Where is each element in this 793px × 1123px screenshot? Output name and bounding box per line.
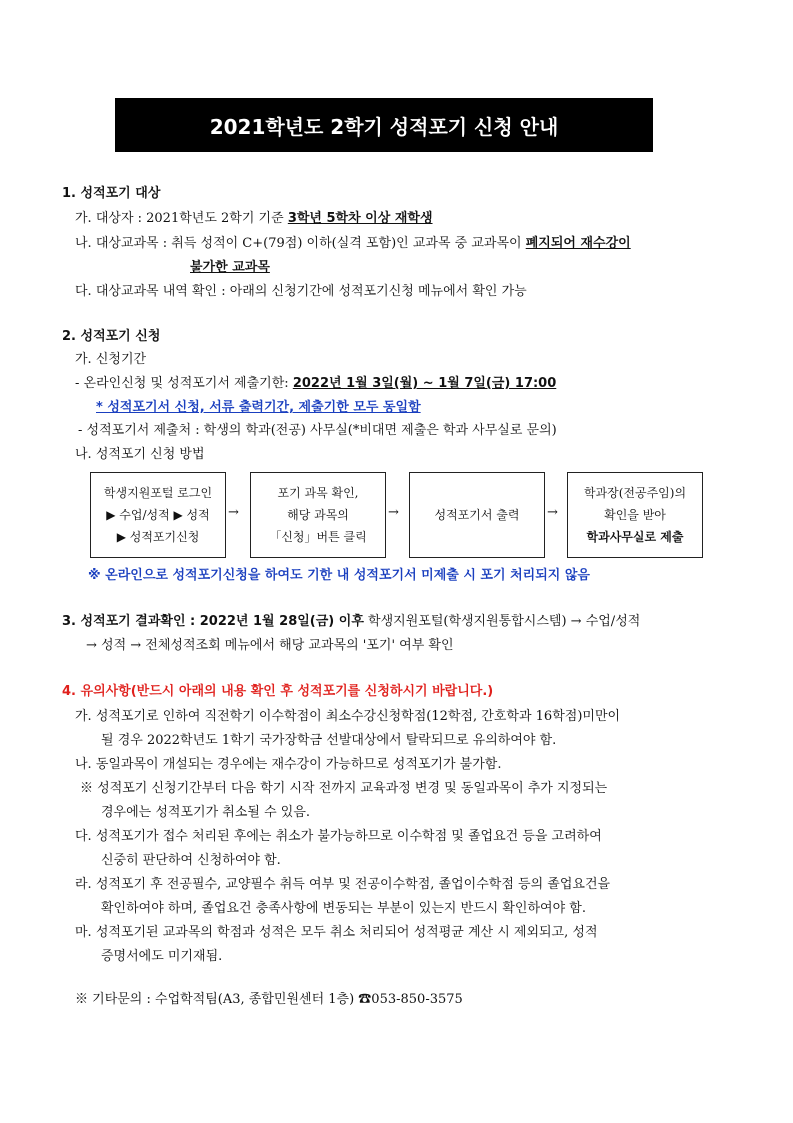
section4-item-d: 라. 성적포기 후 전공필수, 교양필수 취득 여부 및 전공이수학점, 졸업이수학점 등의 졸업요건을	[75, 877, 611, 892]
section4-note: ※ 성적포기 신청기간부터 다음 학기 시작 전까지 교육과정 변경 및 동일과목이 추가 지정되는	[80, 781, 608, 796]
section2-item-b: 나. 성적포기 신청 방법	[75, 447, 205, 462]
section3-cont: → 성적 → 전체성적조회 메뉴에서 해당 교과목의 '포기' 여부 확인	[86, 638, 454, 653]
section1-item-c: 다. 대상교과목 내역 확인 : 아래의 신청기간에 성적포기신청 메뉴에서 확인 가능	[75, 284, 527, 299]
flow-arrow: →	[547, 505, 558, 520]
section4-item-a: 가. 성적포기로 인하여 직전학기 이수학점이 최소수강신청학점(12학점, 간호학과 16학점)미만이	[75, 709, 621, 724]
flow-arrow: →	[228, 505, 239, 520]
section4-item-c-cont: 신중히 판단하여 신청하여야 함.	[101, 853, 281, 868]
section4-item-a-cont: 될 경우 2022학년도 1학기 국가장학금 선발대상에서 탈락되므로 유의하여야 함.	[101, 733, 557, 748]
section4-item-e: 마. 성적포기된 교과목의 학점과 성적은 모두 취소 처리되어 성적평균 계산 시 제외되고, 성적	[75, 925, 598, 940]
section1-item-b: 나. 대상교과목 : 취득 성적이 C+(79점) 이하(실격 포함)인 교과목 중 교과목이 폐지되어 재수강이	[75, 236, 631, 251]
flow-step-submit: 학과장(전공주임)의 확인을 받아 학과사무실로 제출	[567, 472, 703, 558]
flow-step-select: 포기 과목 확인, 해당 과목의 「신청」버튼 클릭	[250, 472, 386, 558]
section4-heading: 4. 유의사항(반드시 아래의 내용 확인 후 성적포기를 신청하시기 바랍니다.)	[62, 684, 494, 699]
flow-step-print: 성적포기서 출력	[409, 472, 545, 558]
section2-deadline: - 온라인신청 및 성적포기서 제출기한: 2022년 1월 3일(월) ~ 1월 7일(금) 17:00	[75, 376, 557, 391]
section2-submit: - 성적포기서 제출처 : 학생의 학과(전공) 사무실(*비대면 제출은 학과 사무실로 문의)	[78, 423, 557, 438]
flow-step-login: 학생지원포털 로그인 ▶ 수업/성적 ▶ 성적 ▶ 성적포기신청	[90, 472, 226, 558]
section1-item-b-cont: 불가한 교과목	[190, 260, 270, 275]
section4-note-cont: 경우에는 성적포기가 취소될 수 있음.	[101, 805, 311, 820]
section1-item-a: 가. 대상자 : 2021학년도 2학기 기준 3학년 5학차 이상 재학생	[75, 211, 433, 226]
section4-item-c: 다. 성적포기가 접수 처리된 후에는 취소가 불가능하므로 이수학점 및 졸업요건 등을 고려하여	[75, 829, 602, 844]
section2-heading: 2. 성적포기 신청	[62, 329, 161, 344]
section2-item-a: 가. 신청기간	[75, 352, 147, 367]
contact-info: ※ 기타문의 : 수업학적팀(A3, 종합민원센터 1층) ☎053-850-3575	[75, 992, 463, 1007]
section4-item-d-cont: 확인하여야 하며, 졸업요건 충족사항에 변동되는 부분이 있는지 반드시 확인하여야 함.	[101, 901, 586, 916]
section4-item-e-cont: 증명서에도 미기재됨.	[101, 949, 223, 964]
section4-item-b: 나. 동일과목이 개설되는 경우에는 재수강이 가능하므로 성적포기가 불가함.	[75, 757, 502, 772]
section2-note: * 성적포기서 신청, 서류 출력기간, 제출기한 모두 동일함	[96, 400, 421, 415]
flow-arrow: →	[388, 505, 399, 520]
section1-heading: 1. 성적포기 대상	[62, 186, 161, 201]
page-title: 2021학년도 2학기 성적포기 신청 안내	[115, 98, 653, 152]
section2-warning: ※ 온라인으로 성적포기신청을 하여도 기한 내 성적포기서 미제출 시 포기 처리되지 않음	[88, 568, 590, 583]
section3-heading: 3. 성적포기 결과확인 : 2022년 1월 28일(금) 이후 학생지원포털(학생지원통합시스템) → 수업/성적	[62, 614, 641, 629]
